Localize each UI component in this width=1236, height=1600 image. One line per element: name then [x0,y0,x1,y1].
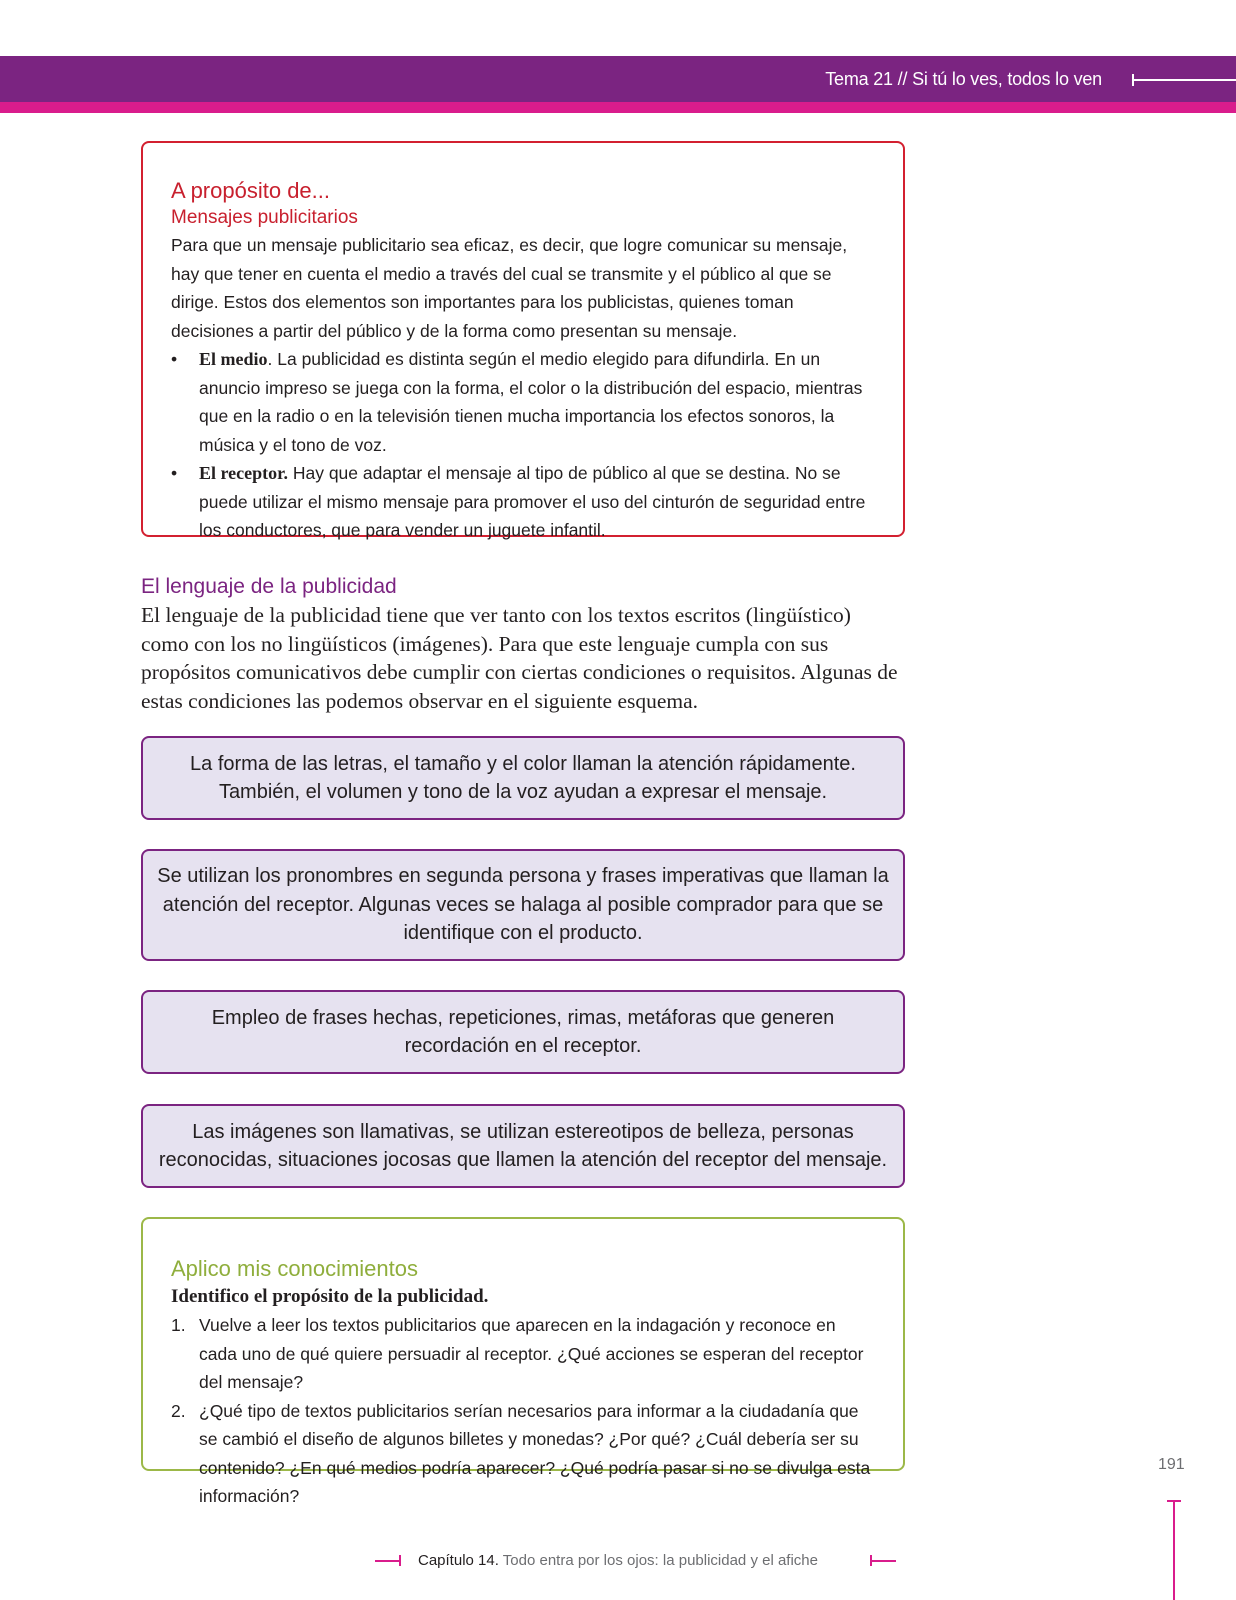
aplico-box [141,1217,905,1506]
condition-box-4: Las imágenes son llamativas, se utilizan estereotipos de belleza, personas reconocidas, situaciones jocosas que llamen la atención del receptor del mensaje. [141,1104,905,1188]
header-title: Tema 21 // Si tú lo ves, todos lo ven [825,69,1102,89]
question-text: Vuelve a leer los textos publicitarios que aparecen en la indagación y reconoce en cada uno de qué quiere persuadir al receptor. ¿Qué acciones se esperan del receptor del mensaje? [199,1315,864,1392]
condition-box-3: Empleo de frases hechas, repeticiones, rimas, metáforas que generen recordación en el receptor. [141,990,905,1074]
proposito-bullet-list [171,345,877,545]
bullet-term: El medio [199,349,268,369]
aplico-heading: Aplico mis conocimientos [171,1256,418,1281]
footer [0,1552,1236,1569]
aplico-question-list [171,1311,877,1511]
condition-box-2: Se utilizan los pronombres en segunda persona y frases imperativas que llaman la atención del receptor. Algunas veces se halaga al posible comprador para que se identifique con el producto. [141,849,905,961]
bullet-dot-icon: • [171,349,178,369]
question-number: 2. [171,1400,186,1421]
proposito-heading: A propósito de... [171,178,330,203]
bullet-dot-icon: • [171,463,178,483]
footer-right-tick [870,1555,872,1566]
page-marker-line [1173,1500,1175,1600]
bullet-item-receptor [171,459,877,545]
proposito-subheading: Mensajes publicitarios [171,207,358,228]
page-number: 191 [1158,1456,1185,1473]
bullet-text: . La publicidad es distinta según el medio elegido para difundirla. En un anuncio impreso se juega con la forma, el color o la distribución del espacio, mientras que en la radio o en la televisión tienen mucha importancia los efectos sonoros, la música y el tono de voz. [199,349,863,455]
header-rule [1132,79,1236,81]
header-stripe [0,102,1236,113]
bullet-text: Hay que adaptar el mensaje al tipo de público al que se destina. No se puede utilizar el mismo mensaje para promover el uso del cinturón de seguridad entre los conductores, que para vender un juguete infantil. [199,463,866,540]
bullet-item-medio [171,345,877,459]
question-item-1 [171,1311,877,1397]
footer-chapter-title: Todo entra por los ojos: la publicidad y el afiche [498,1552,818,1569]
question-text: ¿Qué tipo de textos publicitarios serían necesarios para informar a la ciudadanía que se cambió el diseño de algunos billetes y monedas? ¿Por qué? ¿Cuál debería ser su contenido? ¿En qué medios podría aparecer? ¿Qué podría pasar si no se divulga esta información? [199,1400,871,1506]
question-number: 1. [171,1315,186,1335]
lenguaje-body: El lenguaje de la publicidad tiene que ver tanto con los textos escritos (lingüístico) como con los no lingüísticos (imágenes). Para que este lenguaje cumpla con sus propósitos comunicativos debe cumplir con ciertas condiciones o requisitos. Algunas de estas condiciones las podemos observar en el siguiente esquema. [141,603,898,713]
footer-chapter-label: Capítulo 14. [418,1552,499,1569]
aplico-subheading: Identifico el propósito de la publicidad. [171,1286,489,1307]
condition-box-1: La forma de las letras, el tamaño y el color llaman la atención rápidamente. También, el volumen y tono de la voz ayudan a expresar el mensaje. [141,736,905,820]
question-item-2 [171,1397,877,1511]
footer-right-rule [870,1560,896,1562]
lenguaje-title: El lenguaje de la publicidad [141,575,397,598]
proposito-intro: Para que un mensaje publicitario sea eficaz, es decir, que logre comunicar su mensaje, hay que tener en cuenta el medio a través del cual se transmite y el público al que se dirige. Estos dos elementos son importantes para los publicistas, quienes toman decisiones a partir del público y de la forma como presentan su mensaje. [171,235,848,341]
proposito-box [141,141,905,540]
bullet-term: El receptor. [199,463,288,483]
